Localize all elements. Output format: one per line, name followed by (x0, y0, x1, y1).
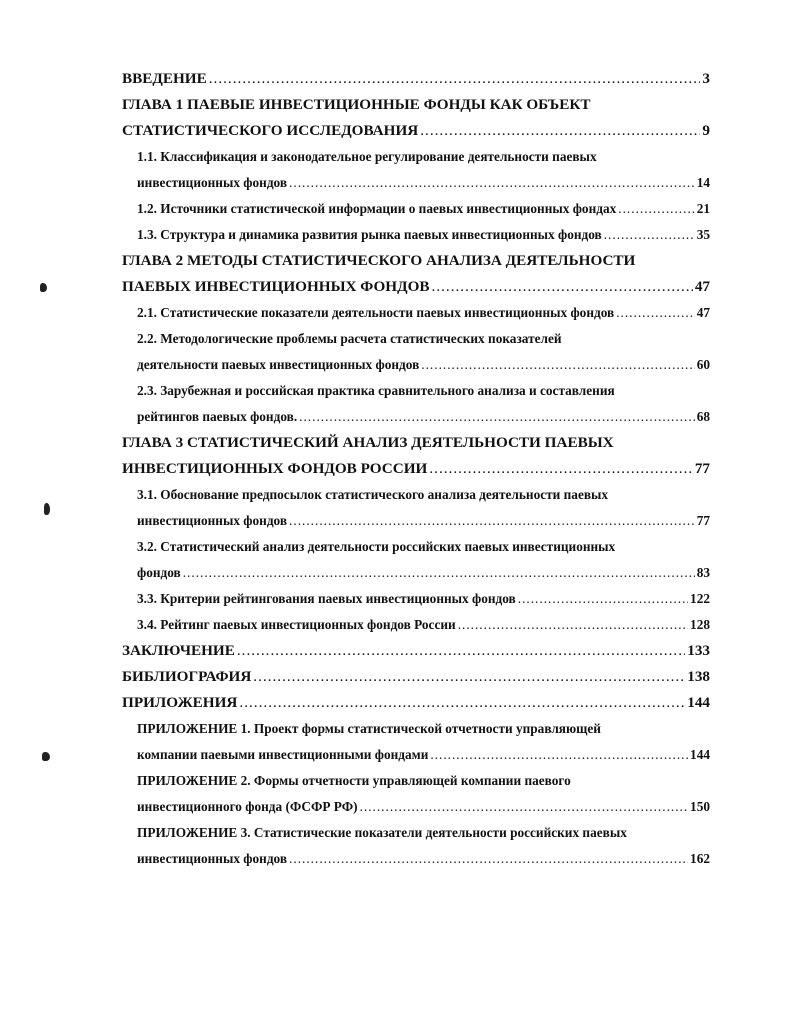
dot-leader (237, 638, 685, 664)
toc-entry (122, 508, 710, 534)
toc-entry-title: 1.2. Источники статистической информации о паевых инвестиционных фондах (137, 201, 617, 216)
toc-entry (122, 482, 710, 508)
toc-entry-title: ПРИЛОЖЕНИЯ (122, 694, 238, 711)
toc-entry (122, 612, 710, 638)
toc-entry-title: ПАЕВЫХ ИНВЕСТИЦИОННЫХ ФОНДОВ (122, 278, 430, 295)
dot-leader (421, 352, 694, 378)
toc-entry-page: 144 (687, 694, 710, 711)
dot-leader (430, 742, 688, 768)
toc-entry (122, 352, 710, 378)
toc-entry-title: 3.3. Критерии рейтингования паевых инвестиционных фондов (137, 591, 516, 606)
toc-entry-page: 14 (696, 175, 710, 190)
toc-entry (122, 456, 710, 482)
dot-leader (420, 118, 700, 144)
dot-leader (289, 508, 695, 534)
toc-entry (122, 430, 710, 456)
toc-entry (122, 716, 710, 742)
toc-entry-title: ЗАКЛЮЧЕНИЕ (122, 642, 235, 659)
dot-leader (604, 222, 695, 248)
toc-entry-page: 138 (687, 668, 710, 685)
toc-entry-title: 3.1. Обоснование предпосылок статистического анализа деятельности паевых (137, 487, 609, 502)
toc-entry (122, 144, 710, 170)
dot-leader (239, 690, 685, 716)
toc-entry-title: ИНВЕСТИЦИОННЫХ ФОНДОВ РОССИИ (122, 460, 428, 477)
toc-entry (122, 118, 710, 144)
toc-entry-page: 35 (696, 227, 710, 242)
toc-entry-title: 3.2. Статистический анализ деятельности российских паевых инвестиционных (137, 539, 616, 554)
toc-entry-title: 2.3. Зарубежная и российская практика сравнительного анализа и составления (137, 383, 615, 398)
scan-mark (42, 752, 50, 761)
dot-leader (253, 664, 685, 690)
dot-leader (432, 274, 693, 300)
toc-entry-title: БИБЛИОГРАФИЯ (122, 668, 252, 685)
toc-entry-title: инвестиционного фонда (ФСФР РФ) (137, 799, 358, 814)
toc-entry-title: 1.3. Структура и динамика развития рынка паевых инвестиционных фондов (137, 227, 602, 242)
dot-leader (458, 612, 688, 638)
toc-entry-title: ГЛАВА 2 МЕТОДЫ СТАТИСТИЧЕСКОГО АНАЛИЗА ДЕЯТЕЛЬНОСТИ (122, 252, 636, 269)
toc-entry-title: фондов (137, 565, 181, 580)
toc-entry-page: 83 (696, 565, 710, 580)
dot-leader (289, 170, 695, 196)
toc-entry-title: рейтингов паевых фондов. (137, 409, 298, 424)
toc-entry (122, 586, 710, 612)
toc-entry (122, 196, 710, 222)
dot-leader (183, 560, 695, 586)
dot-leader (289, 846, 688, 872)
toc-entry-page: 162 (690, 851, 710, 866)
toc-entry (122, 820, 710, 846)
toc-entry-title: деятельности паевых инвестиционных фондов (137, 357, 420, 372)
toc-entry (122, 768, 710, 794)
toc-entry-page: 150 (690, 799, 710, 814)
toc-entry (122, 378, 710, 404)
toc-entry-title: ГЛАВА 3 СТАТИСТИЧЕСКИЙ АНАЛИЗ ДЕЯТЕЛЬНОСТИ ПАЕВЫХ (122, 434, 614, 451)
dot-leader (429, 456, 692, 482)
toc-entry (122, 170, 710, 196)
toc-entry-title: ВВЕДЕНИЕ (122, 70, 207, 87)
toc-entry-page: 77 (694, 460, 710, 477)
toc-entry-title: 2.2. Методологические проблемы расчета статистических показателей (137, 331, 562, 346)
toc-entry-page: 47 (696, 305, 710, 320)
toc-entry-title: ПРИЛОЖЕНИЕ 1. Проект формы статистической отчетности управляющей (137, 721, 601, 736)
toc-entry-page: 21 (696, 201, 710, 216)
toc-entry-page: 68 (696, 409, 710, 424)
toc-entry-title: СТАТИСТИЧЕСКОГО ИССЛЕДОВАНИЯ (122, 122, 419, 139)
toc-entry-page: 3 (702, 70, 710, 87)
toc-entry (122, 66, 710, 92)
toc-entry (122, 560, 710, 586)
toc-entry-title: инвестиционных фондов (137, 851, 288, 866)
scan-mark (44, 503, 50, 515)
toc-entry-title: ПРИЛОЖЕНИЕ 3. Статистические показатели деятельности российских паевых (137, 825, 627, 840)
scan-mark (40, 283, 47, 292)
toc-entry (122, 664, 710, 690)
toc-entry-page: 144 (690, 747, 710, 762)
toc-entry (122, 274, 710, 300)
toc-entry (122, 326, 710, 352)
toc-entry (122, 794, 710, 820)
dot-leader (209, 66, 701, 92)
toc-entry-title: ПРИЛОЖЕНИЕ 2. Формы отчетности управляющей компании паевого (137, 773, 571, 788)
toc-entry-page: 77 (696, 513, 710, 528)
toc-entry-page: 9 (702, 122, 710, 139)
toc-entry-title: ГЛАВА 1 ПАЕВЫЕ ИНВЕСТИЦИОННЫЕ ФОНДЫ КАК ОБЪЕКТ (122, 96, 591, 113)
toc-entry-title: 1.1. Классификация и законодательное регулирование деятельности паевых (137, 149, 597, 164)
dot-leader (299, 404, 695, 430)
toc-entry (122, 248, 710, 274)
toc-entry (122, 846, 710, 872)
table-of-contents (122, 66, 710, 872)
toc-entry-title: инвестиционных фондов (137, 513, 288, 528)
toc-entry-title: 3.4. Рейтинг паевых инвестиционных фондов России (137, 617, 456, 632)
toc-entry (122, 638, 710, 664)
toc-entry (122, 742, 710, 768)
toc-entry-page: 122 (690, 591, 710, 606)
toc-entry-title: компании паевыми инвестиционными фондами (137, 747, 429, 762)
dot-leader (518, 586, 688, 612)
toc-entry-title: 2.1. Статистические показатели деятельности паевых инвестиционных фондов (137, 305, 615, 320)
dot-leader (360, 794, 688, 820)
toc-entry-page: 133 (687, 642, 710, 659)
toc-entry (122, 300, 710, 326)
dot-leader (618, 196, 694, 222)
toc-entry (122, 92, 710, 118)
dot-leader (616, 300, 694, 326)
toc-entry (122, 690, 710, 716)
toc-entry-title: инвестиционных фондов (137, 175, 288, 190)
toc-entry (122, 404, 710, 430)
toc-entry (122, 534, 710, 560)
toc-entry-page: 128 (690, 617, 710, 632)
toc-entry (122, 222, 710, 248)
toc-entry-page: 47 (694, 278, 710, 295)
toc-entry-page: 60 (696, 357, 710, 372)
